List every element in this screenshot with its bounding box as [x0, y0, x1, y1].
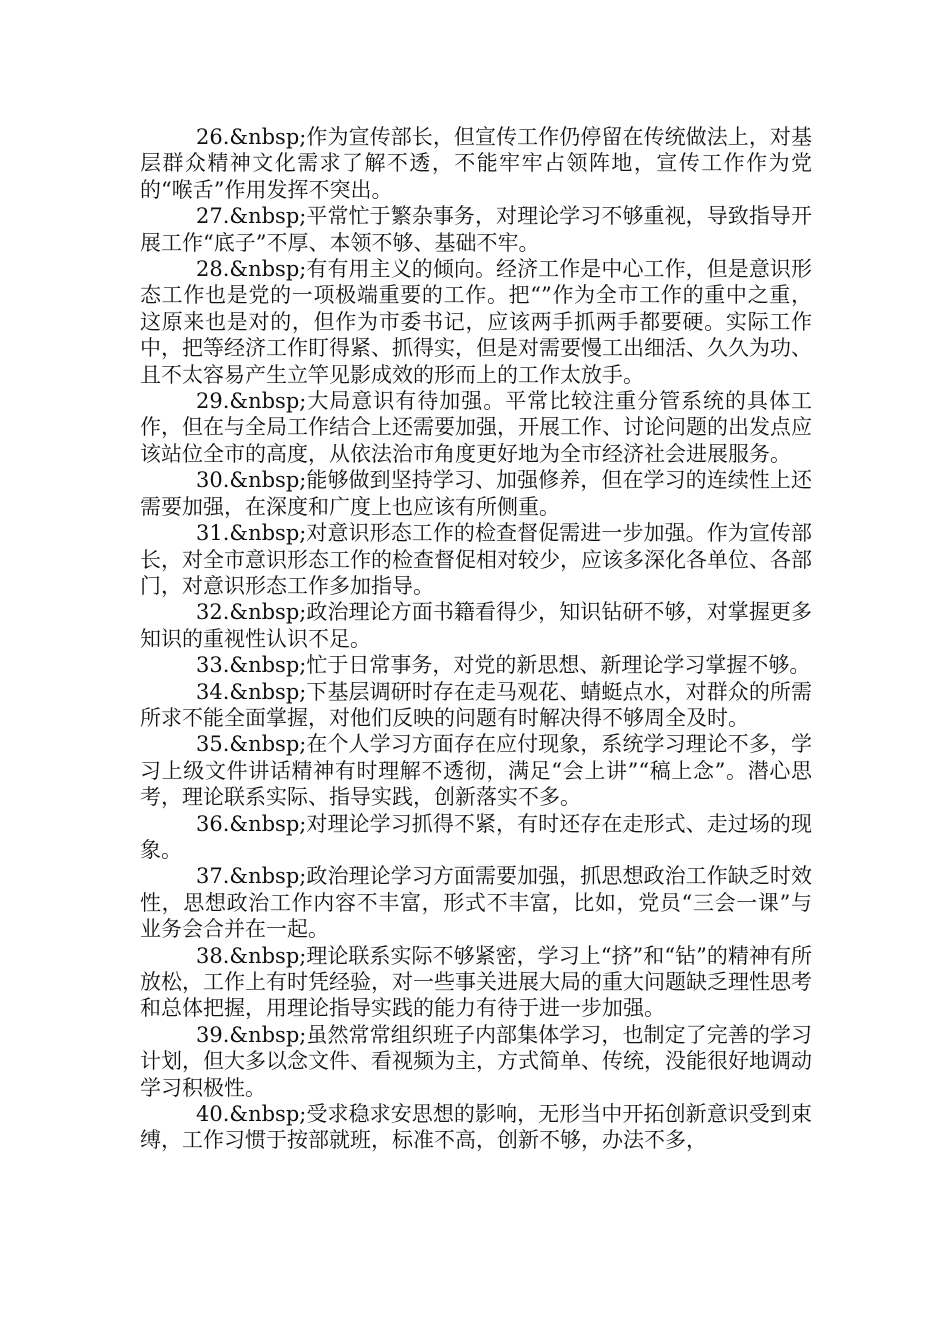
paragraph-37: 37.&nbsp;政治理论学习方面需要加强，抓思想政治工作缺乏时效性，思想政治工作内容不丰富，形式不丰富，比如，党员“三会一课”与业务会合并在一起。 [140, 864, 812, 942]
paragraph-28: 28.&nbsp;有有用主义的倾向。经济工作是中心工作，但是意识形态工作也是党的一项极端重要的工作。把“”作为全市工作的重中之重，这原来也是对的，但作为市委书记，应该两手抓两手都要硬。实际工作中，把等经济工作盯得紧、抓得实，但是对需要慢工出细活、久久为功、且不太容易产生立竿见影成效的形而上的工作太放手。 [140, 257, 812, 387]
paragraph-36: 36.&nbsp;对理论学习抓得不紧，有时还存在走形式、走过场的现象。 [140, 811, 812, 862]
paragraph-35: 35.&nbsp;在个人学习方面存在应付现象，系统学习理论不多，学习上级文件讲话精神有时理解不透彻，满足“会上讲”“稿上念”。潜心思考，理论联系实际、指导实践，创新落实不多。 [140, 732, 812, 810]
paragraph-30: 30.&nbsp;能够做到坚持学习、加强修养，但在学习的连续性上还需要加强，在深度和广度上也应该有所侧重。 [140, 468, 812, 519]
paragraph-31: 31.&nbsp;对意识形态工作的检查督促需进一步加强。作为宣传部长，对全市意识形态工作的检查督促相对较少，应该多深化各单位、各部门，对意识形态工作多加指导。 [140, 521, 812, 598]
paragraph-26: 26.&nbsp;作为宣传部长，但宣传工作仍停留在传统做法上，对基层群众精神文化需求了解不透，不能牢牢占领阵地，宣传工作作为党的“喉舌”作用发挥不突出。 [140, 125, 812, 202]
paragraph-29: 29.&nbsp;大局意识有待加强。平常比较注重分管系统的具体工作，但在与全局工作结合上还需要加强，开展工作、讨论问题的出发点应该站位全市的高度，从依法治市角度更好地为全市经济社会进展服务。 [140, 389, 812, 466]
document-body [140, 124, 812, 1154]
paragraph-34: 34.&nbsp;下基层调研时存在走马观花、蜻蜓点水，对群众的所需所求不能全面掌握，对他们反映的问题有时解决得不够周全及时。 [140, 679, 812, 730]
paragraph-39: 39.&nbsp;虽然常常组织班子内部集体学习，也制定了完善的学习计划，但大多以念文件、看视频为主，方式简单、传统，没能很好地调动学习积极性。 [140, 1022, 812, 1100]
paragraph-27: 27.&nbsp;平常忙于繁杂事务，对理论学习不够重视，导致指导开展工作“底子”不厚、本领不够、基础不牢。 [140, 204, 812, 255]
paragraph-33: 33.&nbsp;忙于日常事务，对党的新思想、新理论学习掌握不够。 [196, 653, 811, 678]
paragraph-32: 32.&nbsp;政治理论方面书籍看得少，知识钻研不够，对掌握更多知识的重视性认识不足。 [140, 600, 812, 651]
paragraph-40: 40.&nbsp;受求稳求安思想的影响，无形当中开拓创新意识受到束缚，工作习惯于按部就班，标准不高，创新不够，办法不多， [140, 1102, 812, 1153]
paragraph-38: 38.&nbsp;理论联系实际不够紧密，学习上“挤”和“钻”的精神有所放松，工作上有时凭经验，对一些事关进展大局的重大问题缺乏理性思考和总体把握，用理论指导实践的能力有待于进一步加强。 [140, 943, 812, 1021]
